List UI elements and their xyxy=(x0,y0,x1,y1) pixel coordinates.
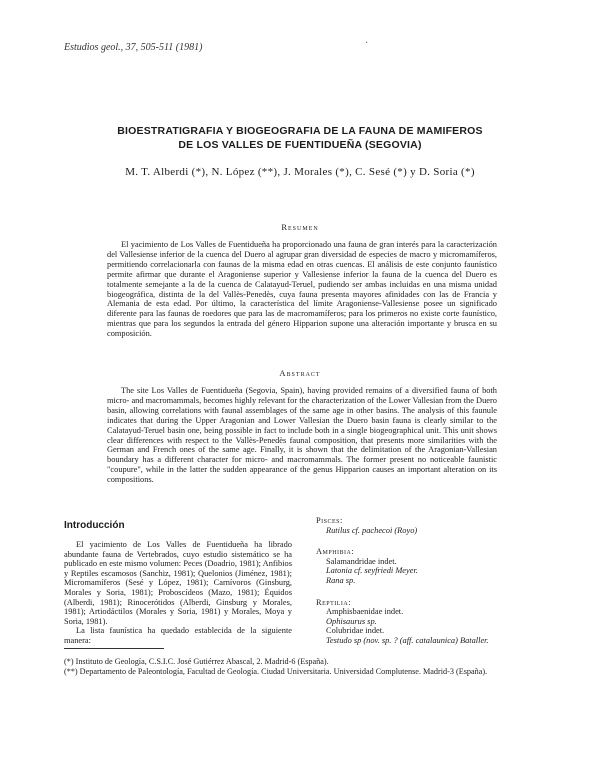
amphibia-item xyxy=(316,576,536,586)
footnote-2: (**) Departamento de Paleontología, Facultad de Geología. Ciudad Universitaria. Universidad Complutense. Madrid-3 (España). xyxy=(64,667,488,676)
pisces-item xyxy=(316,526,536,536)
reptilia-heading: Reptilia: xyxy=(316,597,352,607)
reptilia-item-name: Ophisaurus sp. xyxy=(326,616,377,626)
reptilia-item: Amphisbaenidae indet. xyxy=(326,607,404,617)
abstract-heading: Abstract xyxy=(279,368,321,378)
reptilia-item-name: Testudo sp (nov. sp. ? (aff. catalaunica) Bataller. xyxy=(326,635,489,645)
pisces-heading: Pisces: xyxy=(316,516,343,525)
footnote-rule xyxy=(64,648,164,649)
title-line-2: DE LOS VALLES DE FUENTIDUEÑA (SEGOVIA) xyxy=(178,139,422,151)
journal-citation: Estudios geol., 37, 505-511 (1981) xyxy=(64,42,203,53)
amphibia-heading: Amphibia: xyxy=(316,547,355,557)
amphibia-item-name: Latonia cf. seyfriedi Meyer. xyxy=(326,566,418,576)
resumen-heading: Resumen xyxy=(281,222,319,232)
authors: M. T. Alberdi (*), N. López (**), J. Morales (*), C. Sesé (*) y D. Soria (*) xyxy=(125,166,475,178)
fauna-list xyxy=(316,516,536,646)
resumen-text: El yacimiento de Los Valles de Fuentidueña ha proporcionado una fauna de gran interés para la caracterización del Vallesiense inferior de la cuenca del Duero al agrupar gran diversidad de especies de macro y micromamíferos, permitiendo correlacionarla con faunas de la misma edad en otras cuencas. El análisis de este conjunto faunístico permite afirmar que durante el Aragoniense superior y Vallesiense inferior la fauna de la cuenca del Duero es totalmente semejante a la de la cuenca de Calatayud-Teruel, pudiendo ser ambas incluidas en una misma unidad biogeográfica, distinta de la del Vallès-Penedès, cuya fauna presenta mayores afinidades con las de Francia y Alemania de esta edad. Por último, la característica del límite Aragoniense-Vallesiense posee un significado diferente para las faunas de roedores que para las de macromamíferos; para los primeros no existe corte faunístico, mientras que para los segundos la entrada del género Hipparion supone una alteración importante y brusca en su composición. xyxy=(107,240,497,339)
decorative-dot: · xyxy=(365,38,369,49)
reptilia-item xyxy=(316,617,536,627)
introduction-paragraph-2: La lista faunística ha quedado establecida de la siguiente manera: xyxy=(64,626,292,645)
amphibia-item xyxy=(316,566,536,576)
footnote-1: (*) Instituto de Geología, C.S.I.C. José Gutiérrez Abascal, 2. Madrid-6 (España). xyxy=(64,657,329,666)
abstract-text: The site Los Valles de Fuentidueña (Segovia, Spain), having provided remains of a diversified fauna of both micro- and macromammals, becomes highly relevant for the characterization of the Lower Vallesian from the Duero basin, allowing correlations with faunal assemblages of the same age in other basins. The analysis of this faunule indicates that during the Upper Aragonian and Lower Vallesian the Duero basin fauna is clearly similar to the Calatayud-Teruel basin one, being possible in fact to include both in a single biogeographical unit. This unit shows clear differences with respect to the Vallès-Penedès faunal composition, that presents more similarities with the German and French ones of the same age. Finally, it is shown that the delimitation of the Aragonian-Vallesian boundary has a different character for micro- and macromammals. The former present no noticeable faunistic "coupure", while in the latter the sudden appearance of the genus Hipparion causes an important alteration on its compositions. xyxy=(107,386,497,485)
introduction-heading: Introducción xyxy=(64,520,125,531)
pisces-item-name: Rutilus cf. pachecoi (Royo) xyxy=(326,525,418,535)
reptilia-item xyxy=(316,636,536,646)
amphibia-item-name: Rana sp. xyxy=(326,575,356,585)
reptilia-item: Colubridae indet. xyxy=(326,626,385,636)
introduction-body xyxy=(64,540,292,646)
introduction-paragraph-1: El yacimiento de Los Valles de Fuentidueña ha librado abundante fauna de Vertebrados, cuyo estudio sistemático se ha publicado en este mismo volumen: Peces (Doadrio, 1981); Anfibios y Reptiles escamosos (Sanchiz, 1981); Quelonios (Jiménez, 1981); Micromamíferos (Sesé y López, 1981); Carnívoros (Ginsburg, Morales y Soria, 1981); Proboscídeos (Mazo, 1981); Équidos (Alberdi, 1981); Rinocerótidos (Alberdi, Ginsburg y Morales, 1981); Artiodáctilos (Morales y Soria, 1981) y Morales, Moya y Soria, 1981). xyxy=(64,540,292,626)
amphibia-item: Salamandridae indet. xyxy=(326,556,397,566)
title-line-1: BIOESTRATIGRAFIA Y BIOGEOGRAFIA DE LA FAUNA DE MAMIFEROS xyxy=(117,125,483,137)
